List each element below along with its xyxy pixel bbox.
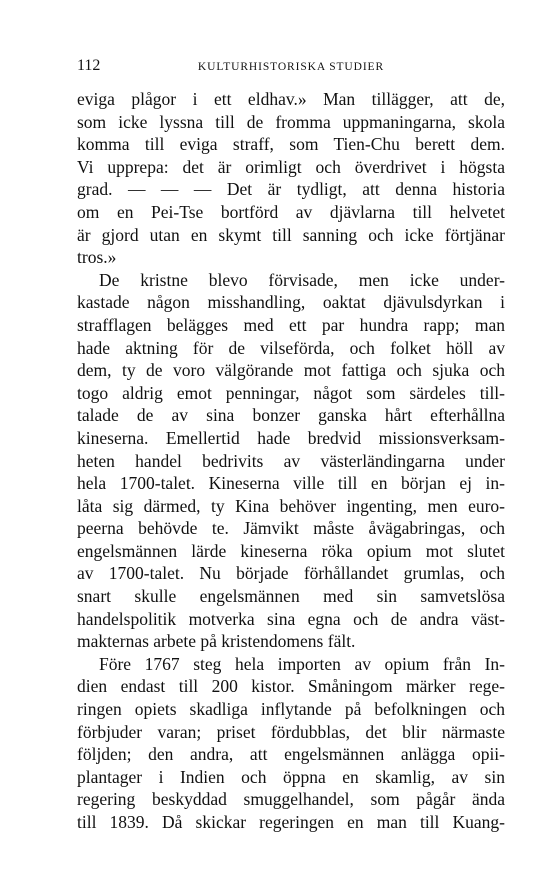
text-line: tros.»: [77, 247, 117, 268]
text-line: makternas arbete på kristendomens fält.: [77, 631, 356, 652]
text-line: hade aktning för de vilseförda, och folket höll av: [77, 337, 505, 358]
paragraph-2: [77, 269, 505, 653]
text-line: regering beskyddad smuggelhandel, som pågår ända: [77, 789, 505, 810]
paragraph-3: [77, 653, 505, 834]
text-line: Vi upprepa: det är orimligt och överdrivet i högsta: [77, 156, 505, 177]
text-line: kineserna. Emellertid hade bredvid missionsverksam-: [77, 427, 505, 448]
text-line: dem, ty de voro välgörande mot fattiga och sjuka och: [77, 360, 505, 381]
text-line: komma till eviga straff, som Tien-Chu berett dem.: [77, 134, 505, 155]
text-line: förbjuder varan; priset fördubblas, det blir närmaste: [77, 721, 505, 742]
text-line: är gjord utan en skymt till sanning och icke förtjänar: [77, 224, 505, 245]
text-line: följden; den andra, att engelsmännen anlägga opii-: [77, 744, 505, 765]
text-line: dien endast till 200 kistor. Småningom märker rege-: [77, 676, 505, 697]
text-line: strafflagen belägges med ett par hundra rapp; man: [77, 314, 505, 335]
running-title: KULTURHISTORISKA STUDIER: [197, 61, 385, 73]
text-line: låta sig därmed, ty Kina behöver ingenting, men euro-: [77, 495, 505, 516]
text-line: engelsmännen lärde kineserna röka opium mot slutet: [77, 540, 505, 561]
text-line: peerna behövde te. Jämvikt måste åvägabringas, och: [77, 518, 505, 539]
text-line: togo aldrig emot penningar, något som särdeles till-: [77, 382, 505, 403]
text-line: av 1700-talet. Nu började förhållandet grumlas, och: [77, 563, 505, 584]
text-line: om en Pei-Tse bortförd av djävlarna till helvetet: [77, 201, 505, 222]
text-line: eviga plågor i ett eldhav.» Man tillägger, att de,: [77, 89, 505, 109]
paragraph-1: [77, 88, 505, 269]
text-line: heten handel bedrivits av västerländingarna under: [77, 450, 505, 471]
text-line: plantager i Indien och öppna en skamlig, av sin: [77, 766, 505, 787]
text-line: som icke lyssna till de fromma uppmaningarna, skola: [77, 111, 505, 132]
page-number: 112: [77, 57, 101, 74]
text-line: kastade någon misshandling, oaktat djävulsdyrkan i: [77, 292, 505, 313]
text-line: talade de av sina bonzer ganska hårt efterhållna: [77, 405, 505, 426]
body-text: [77, 88, 505, 834]
text-line: hela 1700-talet. Kineserna ville till en början ej in-: [77, 473, 505, 494]
text-line: snart skulle engelsmännen med sin samvetslösa: [77, 586, 505, 607]
text-line: grad. — — — Det är tydligt, att denna historia: [77, 179, 505, 200]
running-head: [77, 56, 505, 76]
text-line: ringen opiets skadliga inflytande på befolkningen och: [77, 699, 505, 720]
text-line: till 1839. Då skickar regeringen en man till Kuang-: [77, 812, 505, 832]
text-line: De kristne blevo förvisade, men icke under-: [99, 269, 505, 290]
text-line: handelspolitik motverka sina egna och de andra väst-: [77, 608, 505, 629]
text-line: Före 1767 steg hela importen av opium från In-: [99, 653, 505, 674]
